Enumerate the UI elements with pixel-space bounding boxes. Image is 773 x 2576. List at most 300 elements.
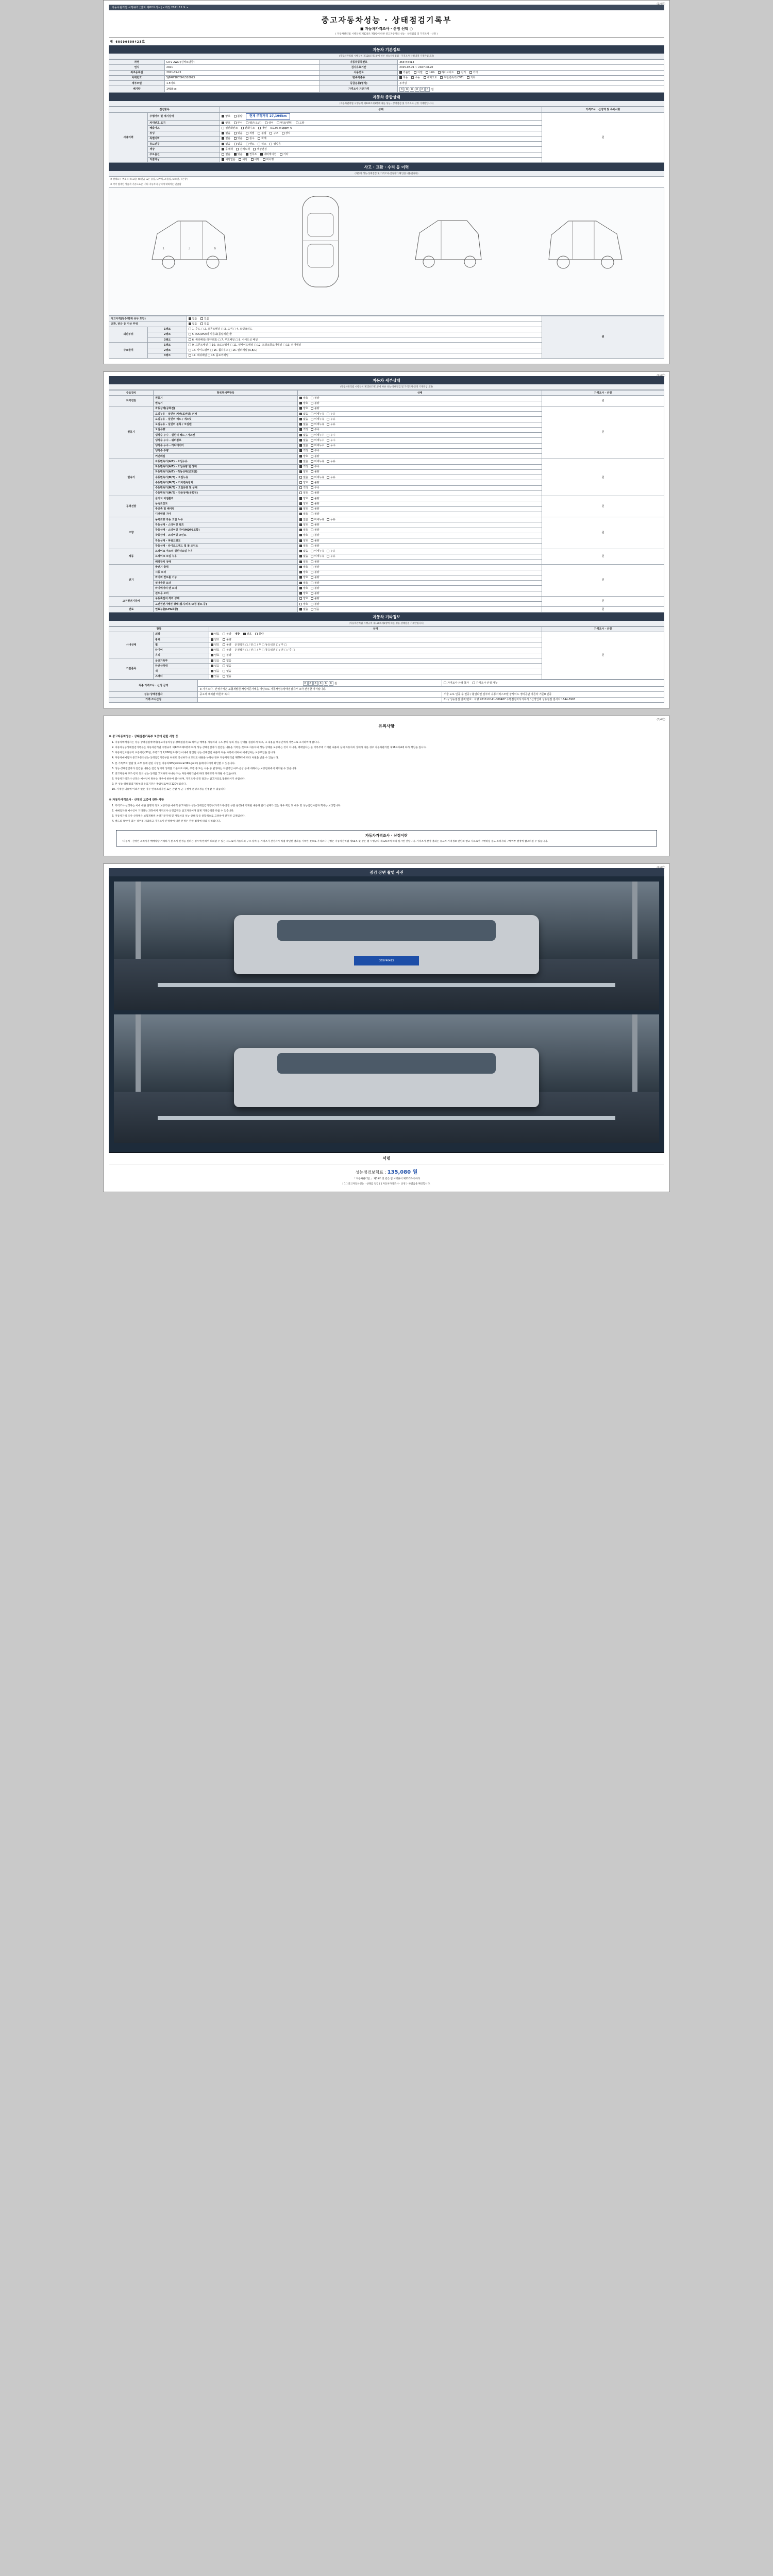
checkbox-icon[interactable] [299, 582, 302, 584]
col-price: 가격조사 · 산정 [542, 626, 664, 632]
checkbox-icon[interactable] [299, 550, 302, 552]
row-label: 자동변속기(A/T) - 오일유량 및 상태 [154, 464, 298, 469]
checkbox-icon[interactable] [327, 460, 329, 463]
state-opt[interactable]: 불량 [223, 643, 231, 647]
row-state [298, 496, 542, 501]
state-opt[interactable] [311, 518, 324, 521]
checkbox-icon[interactable] [299, 455, 302, 457]
row-label: 수동변속기(M/T) - 오일누유 [154, 475, 298, 480]
state-opt[interactable] [299, 502, 308, 505]
state-opt[interactable]: 내비게이션 [260, 153, 276, 156]
state-opt[interactable] [299, 513, 308, 516]
state-opt[interactable] [299, 497, 308, 500]
fuel-opt[interactable]: 전기 [457, 71, 466, 74]
state-opt[interactable]: 양호 [211, 633, 220, 636]
checkbox-icon[interactable] [299, 423, 302, 426]
checkbox-icon[interactable] [327, 444, 329, 447]
transmission-opt[interactable]: 세미오토 [424, 76, 437, 79]
transmission-opt[interactable]: 수동 [411, 76, 420, 79]
state-opt-label: 적정 [303, 428, 308, 432]
state-opt[interactable] [299, 413, 308, 416]
state-opt[interactable]: 불법 [258, 132, 266, 135]
state-opt[interactable] [299, 434, 308, 437]
state-opt[interactable]: 없음 [223, 665, 231, 668]
row-state [298, 417, 542, 422]
state-opt[interactable] [311, 502, 320, 505]
state-opt[interactable]: 없음 [223, 659, 231, 663]
state-opt[interactable] [311, 507, 320, 511]
state-opt[interactable] [299, 397, 308, 400]
state-opt[interactable]: 없음 [222, 153, 230, 156]
state-opt[interactable]: 해당없음 [222, 158, 235, 161]
checkbox-icon[interactable] [311, 550, 313, 552]
state-opt[interactable] [311, 428, 320, 431]
state-opt[interactable] [299, 507, 308, 511]
row-state [298, 512, 542, 517]
state-opt[interactable]: 리스 [258, 143, 266, 146]
state-opt[interactable]: 있음 [200, 323, 209, 326]
checkbox-icon[interactable] [299, 470, 302, 473]
checkbox-icon[interactable] [299, 502, 302, 505]
group-label: 조향 [109, 517, 154, 549]
state-opt[interactable] [299, 592, 308, 595]
checkbox-icon[interactable] [311, 555, 313, 557]
checkbox-icon[interactable] [311, 455, 313, 457]
checkbox-icon[interactable] [327, 476, 329, 479]
state-opt[interactable]: 불량 [223, 654, 231, 657]
state-opt[interactable]: 미이행 [263, 158, 274, 161]
group-label: 자기진단 [109, 396, 154, 406]
checkbox-icon[interactable] [311, 434, 313, 436]
checkbox-icon[interactable] [299, 418, 302, 420]
checkbox-icon[interactable] [311, 486, 313, 489]
state-opt[interactable]: 양호 [211, 643, 220, 647]
fuel-opt[interactable]: 디젤 [414, 71, 423, 74]
state-opt[interactable] [327, 434, 335, 437]
state-opt[interactable] [311, 534, 320, 537]
state-opt-label: 양호 [303, 529, 308, 532]
state-opt[interactable] [311, 582, 320, 585]
state-opt[interactable] [311, 555, 324, 558]
state-opt[interactable] [311, 455, 320, 458]
state-opt[interactable]: 영업용 [270, 143, 281, 146]
checkbox-icon[interactable] [299, 476, 302, 479]
state-opt[interactable] [311, 576, 320, 579]
state-opt[interactable]: 없음 [222, 143, 230, 146]
state-opt[interactable] [299, 545, 308, 548]
group-label: 제동 [109, 549, 154, 565]
checkbox-icon[interactable] [299, 571, 302, 573]
transmission-opt[interactable]: 무단변속기(CVT) [440, 76, 463, 79]
state-opt[interactable] [299, 476, 308, 479]
state-opt[interactable] [299, 465, 308, 468]
state-opt[interactable] [327, 460, 335, 463]
state-opt[interactable]: 불량 [234, 115, 243, 118]
state-opt[interactable] [327, 423, 335, 426]
state-opt[interactable]: 없음 [223, 675, 231, 678]
checkbox-icon[interactable] [311, 470, 313, 473]
state-opt[interactable]: 불량 [223, 649, 231, 652]
checkbox-icon[interactable] [299, 397, 302, 399]
row-label: 잭 [154, 669, 209, 674]
checkbox-icon[interactable] [311, 576, 313, 579]
state-opt[interactable]: 전체도색 [236, 148, 249, 151]
state-opt[interactable]: 도말 [296, 122, 305, 125]
state-opt[interactable]: 해당 [239, 158, 247, 161]
price-option[interactable]: 가격조사·산정 불가 [444, 682, 469, 685]
state-opt[interactable] [299, 571, 308, 574]
state-opt[interactable]: 있음 [200, 317, 209, 320]
state-opt[interactable]: 있음 [211, 659, 220, 663]
state-opt[interactable] [327, 439, 335, 442]
state-opt[interactable] [299, 428, 308, 431]
state-opt[interactable] [299, 439, 308, 442]
section-detail-header: 자동차 세부상태 [109, 376, 664, 384]
state-opt[interactable] [311, 402, 320, 405]
state-opt[interactable]: 양호 [222, 115, 230, 118]
transmission-opt[interactable]: 자동 [399, 76, 408, 79]
state-opt[interactable] [299, 481, 308, 484]
state-opt[interactable]: 없음 [223, 670, 231, 673]
checkbox-icon[interactable] [327, 413, 329, 415]
state-opt[interactable] [311, 608, 320, 611]
state-opt[interactable]: 적법 [246, 132, 255, 135]
checkbox-icon[interactable] [299, 561, 302, 563]
checkbox-icon[interactable] [299, 444, 302, 447]
transmission-opt[interactable]: 기타 [467, 76, 476, 79]
checkbox-icon[interactable] [299, 529, 302, 531]
checkbox-icon[interactable] [311, 460, 313, 463]
state-opt[interactable] [327, 518, 335, 521]
state-opt[interactable]: 침수 [246, 137, 255, 140]
checkbox-icon[interactable] [299, 413, 302, 415]
state-opt[interactable] [299, 603, 308, 606]
state-opt[interactable] [299, 402, 308, 405]
label-year: 연식 [109, 65, 165, 70]
checkbox-icon[interactable] [311, 397, 313, 399]
state-opt[interactable] [311, 597, 320, 600]
state-opt[interactable] [299, 486, 308, 489]
price-option[interactable]: 가격조사·산정 가능 [473, 682, 498, 685]
parts-list: 17. 대쉬패널 □ 18. 플로어패널 [187, 353, 542, 358]
checkbox-icon[interactable] [311, 481, 313, 484]
checkbox-icon[interactable] [299, 402, 302, 404]
state-opt[interactable]: 상이 [265, 122, 274, 125]
table-row [109, 60, 664, 65]
state-opt[interactable] [299, 449, 308, 452]
checkbox-icon[interactable] [299, 465, 302, 468]
state-opt[interactable] [311, 397, 320, 400]
state-opt[interactable] [311, 545, 320, 548]
state-opt[interactable] [311, 486, 320, 489]
state-opt[interactable]: 없음 [222, 137, 230, 140]
state-opt[interactable] [311, 529, 320, 532]
checkbox-icon[interactable] [299, 587, 302, 589]
state-opt[interactable]: 부식 [234, 122, 243, 125]
state-opt[interactable]: 탄화수소 [241, 127, 255, 130]
state-opt[interactable] [311, 497, 320, 500]
state-opt[interactable]: 구조 [270, 132, 278, 135]
checkbox-icon[interactable] [299, 460, 302, 463]
checkbox-icon[interactable] [299, 449, 302, 452]
checkbox-icon[interactable] [311, 439, 313, 442]
state-opt[interactable] [311, 449, 320, 452]
state-opt[interactable] [299, 534, 308, 537]
checkbox-icon[interactable] [299, 608, 302, 611]
checkbox-icon[interactable] [299, 492, 302, 494]
state-opt[interactable] [299, 418, 308, 421]
state-opt[interactable] [299, 523, 308, 527]
state-opt[interactable]: 일산화탄소 [222, 127, 238, 130]
state-opt[interactable] [299, 566, 308, 569]
checkbox-icon[interactable] [327, 518, 329, 521]
checkbox-icon[interactable] [299, 507, 302, 510]
checkbox-icon[interactable] [311, 529, 313, 531]
section-accident-header: 사고 · 교환 · 수리 등 이력 [109, 163, 664, 171]
label-vin: 차대번호 [109, 75, 165, 80]
state-opt[interactable]: 색상변경 [253, 148, 266, 151]
section-others-note: (자동차관리법 시행규칙 제120조제1항에 따른 성능·상태점검 기재란입니다) [109, 621, 664, 626]
state-opt[interactable] [327, 413, 335, 416]
state-opt-label: 양호 [303, 492, 308, 495]
state-opt[interactable]: 없음 [189, 323, 197, 326]
state-opt[interactable]: 매연 [258, 127, 267, 130]
state-opt[interactable] [311, 513, 320, 516]
state-opt[interactable] [299, 529, 308, 532]
state-opt[interactable] [311, 492, 320, 495]
state-opt[interactable] [299, 407, 308, 410]
checkbox-icon[interactable] [311, 502, 313, 505]
state-opt[interactable] [311, 592, 320, 595]
checkbox-icon[interactable] [327, 423, 329, 426]
checkbox-icon[interactable] [311, 476, 313, 479]
checkbox-icon[interactable] [299, 513, 302, 515]
state-opt[interactable]: 불량 [223, 633, 231, 636]
checkbox-icon[interactable] [311, 449, 313, 452]
state-opt[interactable] [299, 492, 308, 495]
state-opt[interactable] [311, 434, 324, 437]
state-opt[interactable]: 무채색 [222, 148, 233, 151]
state-opt[interactable]: 있음 [234, 132, 243, 135]
state-opt[interactable] [299, 460, 308, 463]
checkbox-icon[interactable] [327, 550, 329, 552]
state-opt-label: 없음 [303, 412, 308, 416]
checkbox-icon[interactable] [299, 603, 302, 605]
state-opt[interactable]: 없음 [189, 317, 197, 320]
checkbox-icon[interactable] [311, 513, 313, 515]
state-opt[interactable]: 렌트 [246, 143, 255, 146]
state-opt[interactable] [299, 587, 308, 590]
state-opt[interactable] [299, 423, 308, 426]
state-opt[interactable] [311, 587, 320, 590]
state-opt[interactable] [311, 476, 324, 479]
state-opt[interactable] [299, 470, 308, 473]
state-opt[interactable] [311, 523, 320, 527]
checkbox-icon[interactable] [311, 444, 313, 447]
state-opt[interactable] [299, 597, 308, 600]
state-opt[interactable] [299, 455, 308, 458]
state-opt[interactable] [299, 582, 308, 585]
state-opt[interactable]: 있음 [234, 153, 243, 156]
checkbox-icon[interactable] [311, 423, 313, 426]
state-opt[interactable] [311, 439, 324, 442]
checkbox-icon[interactable] [311, 539, 313, 542]
state-opt[interactable] [311, 470, 320, 473]
price-cell: 원 [542, 549, 664, 565]
label-car-name: 차명 [109, 60, 165, 65]
state-opt[interactable]: 없음 [222, 132, 230, 135]
fuel-opt[interactable]: 가솔린 [399, 71, 411, 74]
fuel-opt[interactable]: LPG [426, 71, 434, 74]
state-opt[interactable]: 있음 [234, 137, 243, 140]
state-opt[interactable] [311, 460, 324, 463]
row-state [220, 157, 542, 162]
wheel-positions: 운전석전 □ / 전 □ / 후 □ 동승석전 □ / 후 □ [234, 643, 287, 647]
fuel-opt[interactable]: 하이브리드 [438, 71, 454, 74]
checkbox-icon[interactable] [299, 407, 302, 410]
state-opt[interactable] [327, 555, 335, 558]
state-opt[interactable] [299, 550, 308, 553]
state-opt[interactable] [327, 476, 335, 479]
checkbox-icon[interactable] [299, 518, 302, 521]
state-opt[interactable]: 썬루프 [246, 153, 257, 156]
checkbox-icon[interactable] [299, 428, 302, 431]
state-opt[interactable]: 장치 [282, 132, 291, 135]
checkbox-icon[interactable] [311, 497, 313, 500]
checkbox-icon[interactable] [311, 413, 313, 415]
checkbox-icon[interactable] [311, 465, 313, 468]
checkbox-icon[interactable] [299, 576, 302, 579]
state-opt[interactable]: 화재 [258, 137, 266, 140]
checkbox-icon[interactable] [311, 603, 313, 605]
state-opt[interactable]: 있음 [211, 670, 220, 673]
row-label: 용도변경 [148, 142, 220, 147]
state-opt[interactable] [299, 539, 308, 543]
state-opt[interactable]: 훼손(오손) [246, 122, 261, 125]
state-opt[interactable]: 변조(변형) [277, 122, 292, 125]
checkbox-icon[interactable] [299, 523, 302, 526]
state-opt[interactable]: 불량 [223, 638, 231, 641]
state-opt[interactable]: 양호 [211, 649, 220, 652]
page-tag-1: (1/4면) [657, 3, 665, 6]
state-opt[interactable] [311, 423, 324, 426]
checkbox-icon[interactable] [299, 545, 302, 547]
state-opt[interactable] [311, 566, 320, 569]
checkbox-icon[interactable] [299, 486, 302, 489]
state-opt[interactable] [299, 444, 308, 447]
row-state [209, 664, 542, 669]
checkbox-icon[interactable] [327, 418, 329, 420]
checkbox-icon[interactable] [299, 597, 302, 600]
row-label: 작동상태 - 타이로드엔드 및 볼 조인트 [154, 544, 298, 549]
checkbox-icon[interactable] [299, 534, 302, 536]
checkbox-icon[interactable] [311, 418, 313, 420]
checkbox-icon[interactable] [327, 439, 329, 442]
checkbox-icon[interactable] [311, 597, 313, 600]
checkbox-icon[interactable] [311, 518, 313, 521]
checkbox-icon[interactable] [311, 587, 313, 589]
state-opt[interactable] [311, 481, 320, 484]
fuel-opt[interactable]: 기타 [469, 71, 478, 74]
row-state [298, 607, 542, 612]
state-opt[interactable] [311, 418, 324, 421]
row-state [220, 152, 542, 157]
state-opt[interactable] [299, 576, 308, 579]
state-opt[interactable] [311, 413, 324, 416]
state-opt[interactable]: 양호 [211, 654, 220, 657]
state-opt[interactable] [311, 465, 320, 468]
checkbox-icon[interactable] [311, 407, 313, 410]
checkbox-icon[interactable] [311, 608, 313, 611]
checkbox-icon[interactable] [299, 481, 302, 484]
state-opt[interactable] [311, 571, 320, 574]
checkbox-icon[interactable] [311, 561, 313, 563]
state-opt[interactable] [311, 550, 324, 553]
checkbox-icon[interactable] [327, 434, 329, 436]
row-state [298, 554, 542, 559]
state-opt[interactable] [299, 518, 308, 521]
state-opt[interactable] [327, 418, 335, 421]
state-opt[interactable] [327, 444, 335, 447]
checkbox-icon[interactable] [299, 555, 302, 557]
state-opt[interactable]: 불량 [255, 633, 264, 636]
checkbox-icon[interactable] [311, 523, 313, 526]
checkbox-icon[interactable] [311, 492, 313, 494]
state-opt-label: 불량 [314, 560, 320, 564]
state-opt[interactable]: 기타 [280, 153, 289, 156]
state-opt[interactable] [299, 555, 308, 558]
row-state [298, 570, 542, 575]
state-opt[interactable] [311, 603, 320, 606]
state-opt[interactable]: 있음 [234, 143, 243, 146]
checkbox-icon[interactable] [299, 592, 302, 595]
checkbox-icon[interactable] [311, 534, 313, 536]
state-opt[interactable]: 양호 [222, 122, 230, 125]
checkbox-icon[interactable] [299, 497, 302, 500]
checkbox-icon[interactable] [299, 566, 302, 568]
state-opt-label: 불량 [314, 597, 320, 601]
state-opt-label: 미세누유 [314, 476, 325, 479]
appraisal-definition-text: 「자동차 · 산정인 소비자가 매매차량 거래하기 전 조사 산정을 원하는 경우에 한하여 의뢰할 수 있는 제도로써 자동차의 구조·장치 등 가격조사·산정자가 직접 확인한 결과를 기록한 것으로 가격조사·산정은 자동차관리법 제58조 및 같은 법 시행규칙 제120조에 따라 실시한 것입니다. 가격조사·산정 결과는 중고차 가격정보 판단의 참고 자료로서 구매하실 필요 소비자의 구매여부 결정에 참고하실 수 있습니다. [121, 840, 548, 843]
state-opt[interactable] [311, 407, 320, 410]
state-opt[interactable]: 양호 [211, 638, 220, 641]
state-opt[interactable]: 이행 [251, 158, 260, 161]
checkbox-icon[interactable] [311, 428, 313, 431]
checkbox-icon[interactable] [311, 545, 313, 547]
checkbox-icon[interactable] [311, 571, 313, 573]
checkbox-icon[interactable] [311, 582, 313, 584]
price-cell: 원 [542, 496, 664, 517]
checkbox-icon[interactable] [311, 566, 313, 568]
state-opt[interactable] [327, 550, 335, 553]
state-opt[interactable] [311, 561, 320, 564]
checkbox-icon[interactable] [311, 402, 313, 404]
state-opt[interactable] [299, 608, 308, 611]
checkbox-icon[interactable] [299, 434, 302, 436]
row-label: 추진축 및 베어링 [154, 506, 298, 512]
state-opt[interactable] [311, 444, 324, 447]
state-opt[interactable]: 있음 [211, 675, 220, 678]
checkbox-icon[interactable] [299, 439, 302, 442]
state-opt[interactable]: 있음 [211, 665, 220, 668]
checkbox-icon[interactable] [299, 539, 302, 542]
state-opt[interactable] [299, 561, 308, 564]
checkbox-icon[interactable] [311, 507, 313, 510]
state-opt[interactable] [311, 539, 320, 543]
state-opt[interactable]: 양호 [243, 633, 252, 636]
checkbox-icon[interactable] [311, 592, 313, 595]
checkbox-icon[interactable] [327, 555, 329, 557]
